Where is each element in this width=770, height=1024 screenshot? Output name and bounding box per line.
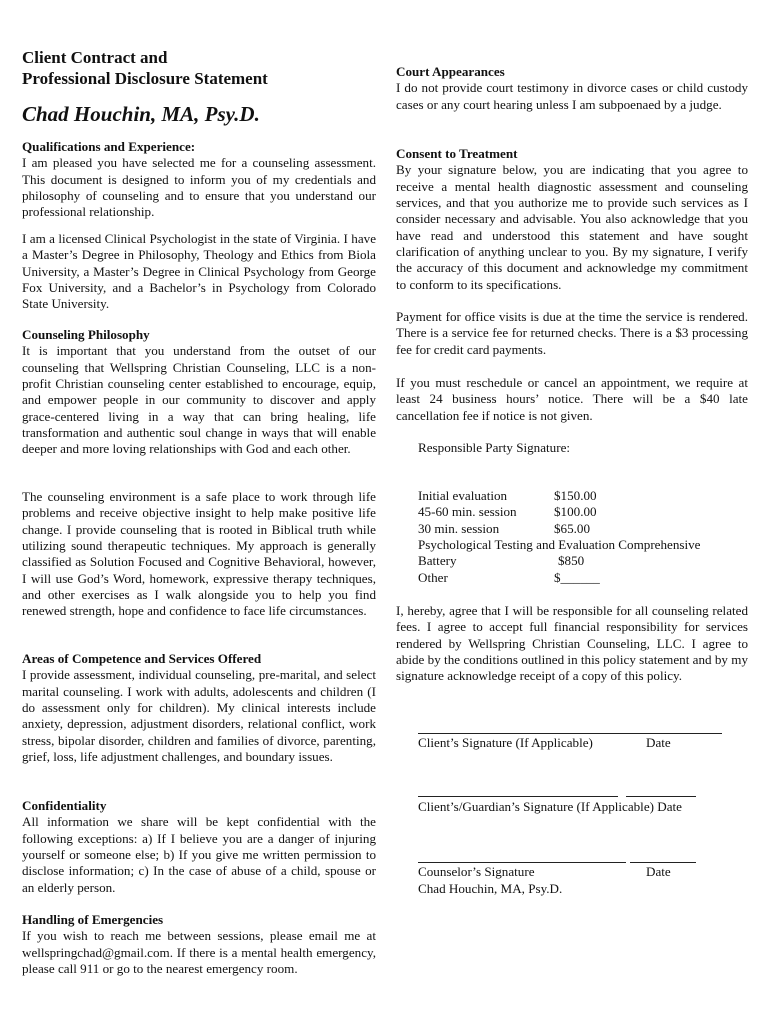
fee-row-60min (418, 504, 748, 520)
confidentiality-paragraph: All information we share will be kept confidential with the following exceptions: a) If I believe you are a danger of injuring yourself or someone else; b) If you give me written permission to disclose information; c) In the case of abuse of a child, spouse or an elderly person. (22, 814, 376, 895)
court-section (396, 64, 748, 113)
fee-amount: $150.00 (554, 488, 597, 503)
emergencies-heading: Handling of Emergencies (22, 912, 164, 927)
qualifications-paragraph-1: I am pleased you have selected me for a counseling assessment. This document is designed to inform you of my credentials and philosophy of counseling and to ensure that you understand our professional relationship. (22, 155, 376, 220)
court-paragraph: I do not provide court testimony in divorce cases or child custody cases or any court hearing unless I am subpoenaed by a judge. (396, 80, 748, 112)
qualifications-paragraph-2-block (22, 231, 376, 313)
client-date-label: Date (646, 735, 671, 750)
guardian-signature-label: Client’s/Guardian’s Signature (If Applicable) Date (418, 799, 682, 814)
consent-paragraph: By your signature below, you are indicating that you agree to receive a mental health diagnostic assessment and counseling services, and that you authorize me to provide such services as I consider necessary and advisable. You also acknowledge that you have read and understood this statement and have sought clarification of anything unclear to you. By my signature, I verify the accuracy of this document and acknowledge my commitment to conform to its specifications. (396, 162, 748, 292)
consent-heading: Consent to Treatment (396, 146, 518, 161)
guardian-signature-line[interactable] (418, 796, 618, 797)
fee-amount: $______ (554, 569, 600, 585)
qualifications-section (22, 139, 376, 221)
philosophy-section (22, 327, 376, 458)
confidentiality-section (22, 798, 376, 896)
client-signature-label-row (418, 735, 671, 751)
responsible-party-label: Responsible Party Signature: (418, 440, 571, 455)
competence-paragraph: I provide assessment, individual counseling, pre-marital, and select marital counseling. I work with adults, adolescents and children (I do assessment only for children). My clinical interests include anxiety, depression, adjustment disorders, relational conflict, work stress, bipolar disorder, children and families of divorce, parenting, grief, loss, life adjustment challenges, and boundary issues. (22, 667, 376, 765)
fee-label: Battery (418, 553, 457, 569)
title-line-2: Professional Disclosure Statement (22, 69, 268, 88)
emergencies-section (22, 912, 376, 977)
cancellation-paragraph: If you must reschedule or cancel an appointment, we require at least 24 business hours’ notice. There will be a $40 late cancellation fee if notice is not given. (396, 375, 748, 423)
fee-row-30min (418, 521, 748, 537)
document-title (22, 47, 268, 89)
fee-amount: $100.00 (554, 504, 597, 520)
title-line-1: Client Contract and (22, 48, 168, 67)
fee-row-initial (418, 488, 748, 504)
confidentiality-heading: Confidentiality (22, 798, 107, 813)
payment-block (396, 309, 748, 358)
fee-label: Psychological Testing and Evaluation Comprehensive (418, 537, 701, 553)
competence-section (22, 651, 376, 765)
philosophy-paragraph-2: The counseling environment is a safe place to work through life problems and receive objective insight to help make positive life change. I provide counseling that is rooted in Biblical truth while utilizing sound therapeutic techniques. My approach is generally classified as Solution Focused and Cognitive Behavioral, however, I will use God’s Word, homework, expressive therapy techniques, and other exercises as I walk alongside you to help you find renewed strength, hope and confidence to face life circumstances. (22, 489, 376, 619)
agreement-paragraph: I, hereby, agree that I will be responsible for all counseling related fees. I agree to accept full financial responsibility for services rendered by Wellspring Christian Counseling, LLC. I agree to abide by the conditions outlined in this policy statement and by my signature acknowledge receipt of a copy of this policy. (396, 603, 748, 684)
fee-label: 30 min. session (418, 520, 500, 536)
counselor-signature-label-row (418, 864, 671, 880)
fee-label: Other (418, 569, 448, 585)
consent-section (396, 146, 748, 293)
counselor-signature-label: Counselor’s Signature (418, 864, 535, 879)
agreement-block (396, 603, 748, 685)
counselor-name: Chad Houchin, MA, Psy.D. (418, 881, 563, 896)
philosophy-paragraph-2-block (22, 489, 376, 620)
emergencies-paragraph: If you wish to reach me between sessions, please email me at wellspringchad@gmail.com. If there is a mental health emergency, please call 911 or go to the nearest emergency room. (22, 928, 376, 977)
competence-heading: Areas of Competence and Services Offered (22, 651, 262, 666)
philosophy-heading: Counseling Philosophy (22, 327, 150, 342)
fee-schedule (418, 488, 748, 586)
fee-row-other (418, 570, 748, 586)
fee-label: 45-60 min. session (418, 504, 517, 520)
payment-paragraph: Payment for office visits is due at the time the service is rendered. There is a service fee for returned checks. There is a $3 processing fee for credit card payments. (396, 309, 748, 357)
counselor-date-label: Date (646, 864, 671, 879)
fee-amount: $65.00 (554, 520, 591, 536)
qualifications-heading: Qualifications and Experience: (22, 139, 196, 154)
fee-label: Initial evaluation (418, 488, 508, 503)
client-signature-label: Client’s Signature (If Applicable) (418, 735, 593, 750)
qualifications-paragraph-2: I am a licensed Clinical Psychologist in the state of Virginia. I have a Master’s Degree in Philosophy, Theology and Ethics from Biola University, a Master’s Degree in Clinical Psychology from George Fox University, and a Bachelor’s in Psychology from Colorado State University. (22, 231, 376, 312)
court-heading: Court Appearances (396, 64, 505, 79)
author-name: Chad Houchin, MA, Psy.D. (22, 102, 260, 126)
cancellation-block (396, 375, 748, 424)
philosophy-paragraph-1: It is important that you understand from the outset of our counseling that Wellspring Christian Counseling, LLC is a non-profit Christian counseling center established to encourage, equip, and empower people in our community to discover and apply grace-centered living in a way that can bring healing, life transformation and authentic soul change in ways that will enable deeper and more loving relationships with God and each other. (22, 343, 376, 457)
counselor-signature-line[interactable] (418, 862, 626, 863)
counselor-date-line[interactable] (630, 862, 696, 863)
fee-row-testing (418, 537, 748, 553)
guardian-date-line[interactable] (626, 796, 696, 797)
client-signature-line[interactable] (418, 733, 722, 734)
fee-amount: $850 (558, 553, 585, 569)
fee-row-battery (418, 553, 748, 569)
